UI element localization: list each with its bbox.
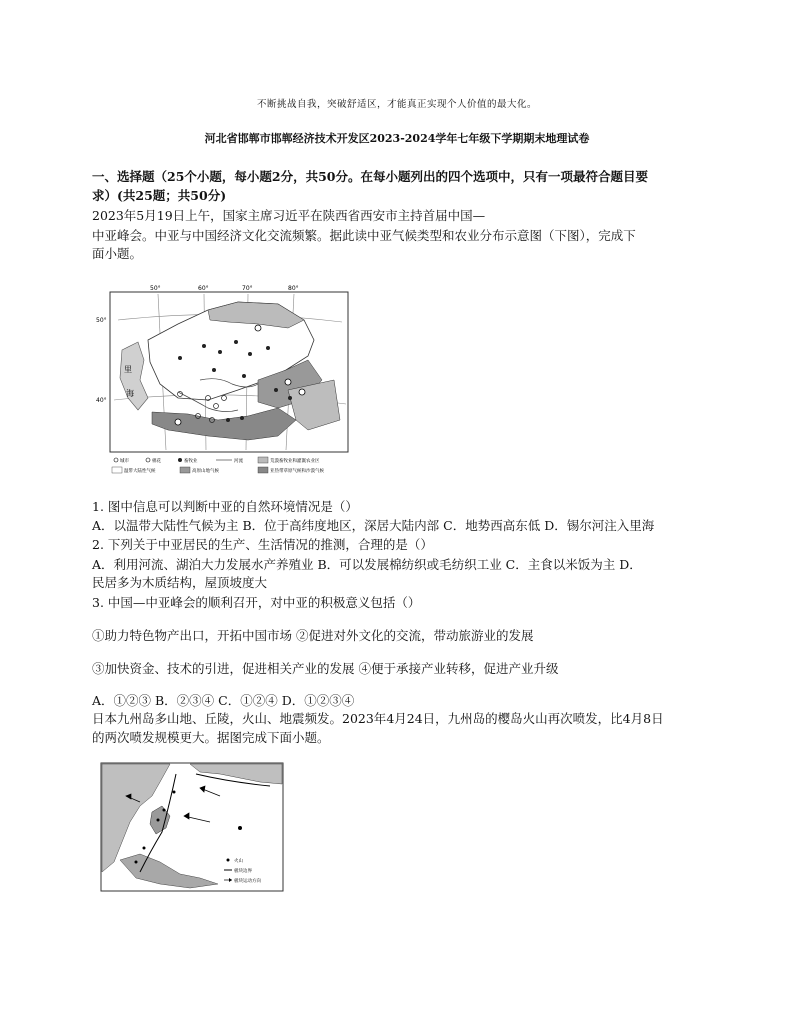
lon-label: 70° xyxy=(242,285,253,292)
question-2: 2. 下列关于中亚居民的生产、生活情况的推测，合理的是（） xyxy=(92,537,433,552)
sea-label: 里 xyxy=(124,365,132,374)
legend-label: 荒漠畜牧业和灌溉农业区 xyxy=(270,459,320,464)
question-3-item: ③加快资金、技术的引进，促进相关产业的发展 ④便于承接产业转移，促进产业升级 xyxy=(92,661,559,676)
passage1-line3: 面小题。 xyxy=(92,246,143,261)
lat-label: 50° xyxy=(96,317,107,324)
lon-label: 50° xyxy=(150,285,161,292)
section-heading: 一、选择题（25个小题，每小题2分，共50分。在每小题列出的四个选项中，只有一项最符合题目要 xyxy=(92,169,648,184)
question-3-item: ①助力特色物产出口，开拓中国市场 ②促进对外文化的交流，带动旅游业的发展 xyxy=(92,628,534,643)
legend-label: 板块边界 xyxy=(234,869,252,874)
sea-label: 海 xyxy=(126,389,134,398)
legend-label: 板块运动方向 xyxy=(234,879,261,884)
question-1-options: A．以温带大陆性气候为主 B．位于高纬度地区，深居大陆内部 C．地势西高东低 D．锡尔河注入里海 xyxy=(92,518,655,533)
question-3-options: A．①②③ B．②③④ C．①②④ D．①②③④ xyxy=(92,693,355,708)
question-2-options: A．利用河流、湖泊大力发展水产养殖业 B．可以发展棉纺织或毛纺织工业 C．主食以米饭为主 D． xyxy=(92,557,642,572)
passage1-line1: 2023年5月19日上午，国家主席习近平在陕西省西安市主持首届中国— xyxy=(92,208,486,223)
passage1-line2: 中亚峰会。中亚与中国经济文化交流频繁。据此读中亚气候类型和农业分布示意图（下图），完成下 xyxy=(92,228,636,243)
pacific-plate-map xyxy=(100,762,284,892)
passage2-line2: 的两次喷发规模更大。据图完成下面小题。 xyxy=(92,730,330,745)
legend-label: 温带大陆性气候 xyxy=(124,469,156,474)
legend-label: 城市 xyxy=(120,459,129,464)
question-3: 3. 中国—中亚峰会的顺利召开，对中亚的积极意义包括（） xyxy=(92,595,421,610)
motto: 不断挑战自我，突破舒适区，才能真正实现个人价值的最大化。 xyxy=(256,99,537,110)
question-2-options-cont: 民居多为木质结构，屋顶坡度大 xyxy=(92,575,268,590)
central-asia-map xyxy=(96,280,352,478)
page-title: 河北省邯郸市邯郸经济技术开发区2023-2024学年七年级下学期期末地理试卷 xyxy=(204,132,590,145)
lon-label: 60° xyxy=(198,285,209,292)
passage2-line1: 日本九州岛多山地、丘陵，火山、地震频发。2023年4月24日，九州岛的樱岛火山再次喷发，比4月8日 xyxy=(92,711,664,726)
legend-label: 高原山地气候 xyxy=(192,469,219,474)
legend-label: 棉花 xyxy=(152,459,161,464)
section-heading-cont: 求）(共25题；共50分) xyxy=(92,188,227,203)
legend-label: 亚热带草原气候和沙漠气候 xyxy=(270,469,324,474)
legend-label: 火山 xyxy=(234,859,243,864)
lat-label: 40° xyxy=(96,397,107,404)
lon-label: 80° xyxy=(288,285,299,292)
legend-label: 河流 xyxy=(234,459,243,464)
question-1: 1. 图中信息可以判断中亚的自然环境情况是（） xyxy=(92,499,358,514)
legend-label: 畜牧业 xyxy=(184,459,198,464)
